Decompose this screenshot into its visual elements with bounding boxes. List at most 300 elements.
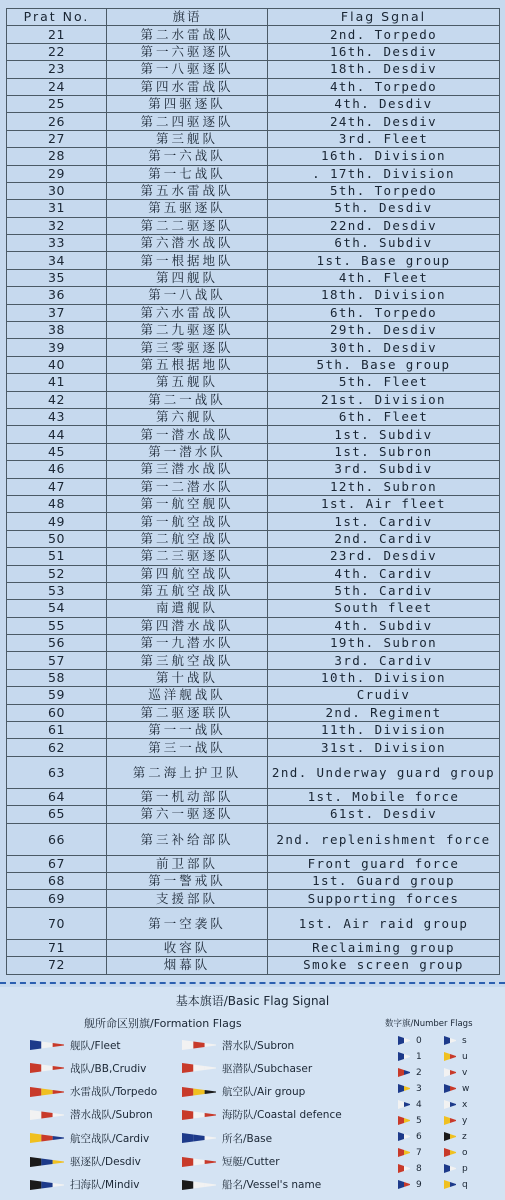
row-chinese-name: 第六水雷战队 — [107, 304, 268, 321]
table-row — [7, 872, 500, 889]
flag-stripe — [398, 1068, 404, 1077]
number-flag-item — [444, 1163, 468, 1174]
flag-stripe — [444, 1180, 450, 1189]
row-chinese-name: 第四驱逐队 — [107, 95, 268, 112]
row-number: 69 — [7, 890, 107, 907]
number-flag-icon — [444, 1036, 456, 1045]
number-flag-icon — [398, 1036, 410, 1045]
number-flag-label: 4 — [416, 1099, 422, 1110]
number-flag-icon — [398, 1164, 410, 1173]
flag-stripe — [450, 1134, 456, 1139]
row-chinese-name: 第二水雷战队 — [107, 26, 268, 43]
row-flag-signal: 24th. Desdiv — [268, 113, 500, 130]
basic-flag-signal-title: 基本旗语/Basic Flag Signal — [175, 994, 330, 1008]
table-row — [7, 43, 500, 60]
row-chinese-name: 第二驱逐联队 — [107, 704, 268, 721]
row-flag-signal: 19th. Subron — [268, 635, 500, 652]
table-row — [7, 113, 500, 130]
table-row — [7, 374, 500, 391]
table-row — [7, 200, 500, 217]
flag-stripe — [404, 1038, 410, 1043]
number-flag-label: 5 — [416, 1115, 422, 1126]
row-flag-signal: 5th. Torpedo — [268, 182, 500, 199]
row-flag-signal: 18th. Division — [268, 287, 500, 304]
number-flag-label: z — [462, 1131, 467, 1142]
table-row — [7, 165, 500, 182]
number-flag-item — [398, 1035, 422, 1046]
flag-stripe — [444, 1148, 450, 1157]
table-row — [7, 513, 500, 530]
row-chinese-name: 第一七战队 — [107, 165, 268, 182]
row-chinese-name: 第一九潜水队 — [107, 635, 268, 652]
flag-stripe — [205, 1066, 216, 1070]
flag-stripe — [182, 1157, 193, 1167]
flag-stripe — [444, 1164, 450, 1173]
flag-stripe — [444, 1116, 450, 1125]
pennant-flag-icon — [30, 1157, 64, 1167]
formation-flag-label: 航空战队/Cardiv — [70, 1132, 150, 1145]
flag-stripe — [444, 1052, 450, 1061]
flag-stripe — [53, 1043, 64, 1047]
number-flag-label: 2 — [416, 1067, 422, 1078]
row-chinese-name: 第六潜水战队 — [107, 235, 268, 252]
row-number: 48 — [7, 495, 107, 512]
number-flag-item — [398, 1099, 422, 1110]
number-flag-item — [398, 1131, 422, 1142]
row-chinese-name: 第一根据地队 — [107, 252, 268, 269]
row-flag-signal: 2nd. Cardiv — [268, 530, 500, 547]
flag-stripe — [450, 1118, 456, 1123]
row-flag-signal: 6th. Torpedo — [268, 304, 500, 321]
number-flag-icon — [398, 1100, 410, 1109]
row-flag-signal: Reclaiming group — [268, 939, 500, 956]
row-number: 36 — [7, 287, 107, 304]
number-flag-item — [444, 1035, 467, 1046]
row-number: 35 — [7, 269, 107, 286]
row-flag-signal: 2nd. Regiment — [268, 704, 500, 721]
formation-flag-item — [182, 1061, 312, 1075]
formation-flag-item — [30, 1061, 146, 1075]
number-flag-label: 3 — [416, 1083, 422, 1094]
pennant-flag-icon — [182, 1040, 216, 1050]
table-row — [7, 61, 500, 78]
row-chinese-name: 第十战队 — [107, 669, 268, 686]
row-chinese-name: 第四航空战队 — [107, 565, 268, 582]
flag-stripe — [398, 1148, 404, 1157]
formation-flag-item — [30, 1085, 157, 1099]
row-flag-signal: Smoke screen group — [268, 957, 500, 974]
row-chinese-name: 第一八战队 — [107, 287, 268, 304]
flag-stripe — [193, 1181, 204, 1188]
row-number: 30 — [7, 182, 107, 199]
number-flag-icon — [444, 1052, 456, 1061]
table-header-row — [7, 9, 500, 26]
formation-flag-item — [30, 1178, 139, 1192]
row-flag-signal: Crudiv — [268, 687, 500, 704]
flag-stripe — [450, 1054, 456, 1059]
number-flag-label: x — [462, 1099, 468, 1110]
formation-flag-label: 扫海队/Mindiv — [70, 1179, 140, 1192]
row-chinese-name: 第二三驱逐队 — [107, 548, 268, 565]
number-flag-item — [444, 1131, 467, 1142]
flag-stripe — [182, 1040, 193, 1050]
flag-stripe — [398, 1164, 404, 1173]
flag-stripe — [398, 1180, 404, 1189]
row-number: 33 — [7, 235, 107, 252]
pennant-flag-icon — [182, 1133, 216, 1143]
table-row — [7, 890, 500, 907]
row-flag-signal: 1st. Cardiv — [268, 513, 500, 530]
row-number: 66 — [7, 823, 107, 855]
number-flag-item — [444, 1147, 468, 1158]
number-flag-item — [398, 1147, 422, 1158]
flag-stripe — [53, 1183, 64, 1187]
row-flag-signal: 2nd. Underway guard group — [268, 756, 500, 788]
table-row — [7, 687, 500, 704]
pennant-flag-icon — [182, 1063, 216, 1073]
header-prat-no: Prat No. — [7, 9, 107, 26]
row-flag-signal: 4th. Subdiv — [268, 617, 500, 634]
table-row — [7, 478, 500, 495]
flag-stripe — [30, 1063, 41, 1073]
row-number: 53 — [7, 582, 107, 599]
flag-stripe — [450, 1182, 456, 1187]
formation-flag-item — [30, 1108, 153, 1122]
formation-flag-item — [182, 1085, 305, 1099]
number-flag-icon — [398, 1084, 410, 1093]
number-flag-icon — [444, 1148, 456, 1157]
number-flag-icon — [444, 1180, 456, 1189]
row-number: 58 — [7, 669, 107, 686]
row-number: 26 — [7, 113, 107, 130]
flag-stripe — [398, 1116, 404, 1125]
row-flag-signal: . 17th. Division — [268, 165, 500, 182]
number-flag-label: 8 — [416, 1163, 422, 1174]
number-flag-label: 6 — [416, 1131, 422, 1142]
number-flag-item — [398, 1051, 422, 1062]
table-row — [7, 304, 500, 321]
flag-stripe — [53, 1113, 64, 1117]
table-row — [7, 635, 500, 652]
table-row — [7, 806, 500, 823]
formation-flag-label: 驱潜队/Subchaser — [222, 1062, 313, 1075]
table-row — [7, 548, 500, 565]
row-chinese-name: 第一空袭队 — [107, 907, 268, 939]
row-number: 24 — [7, 78, 107, 95]
row-chinese-name: 第一二潜水队 — [107, 478, 268, 495]
row-number: 25 — [7, 95, 107, 112]
pennant-flag-icon — [182, 1087, 216, 1097]
row-flag-signal: 3rd. Cardiv — [268, 652, 500, 669]
row-number: 63 — [7, 756, 107, 788]
table-row — [7, 217, 500, 234]
row-flag-signal: 12th. Subron — [268, 478, 500, 495]
row-chinese-name: 第一一战队 — [107, 722, 268, 739]
row-chinese-name: 收容队 — [107, 939, 268, 956]
flag-stripe — [444, 1068, 450, 1077]
formation-flag-item — [30, 1038, 121, 1052]
formation-flag-label: 战队/BB,Crudiv — [70, 1062, 147, 1075]
flag-stripe — [450, 1038, 456, 1043]
row-chinese-name: 第一警戒队 — [107, 872, 268, 889]
flag-stripe — [30, 1157, 41, 1167]
flag-stripe — [404, 1182, 410, 1187]
row-number: 52 — [7, 565, 107, 582]
flag-stripe — [30, 1040, 41, 1050]
table-row — [7, 461, 500, 478]
table-row — [7, 756, 500, 788]
row-chinese-name: 第三补给部队 — [107, 823, 268, 855]
table-row — [7, 148, 500, 165]
table-row — [7, 339, 500, 356]
row-flag-signal: 5th. Base group — [268, 356, 500, 373]
row-flag-signal: 23rd. Desdiv — [268, 548, 500, 565]
number-flag-icon — [444, 1084, 456, 1093]
flag-stripe — [30, 1180, 41, 1190]
formation-flag-label: 海防队/Coastal defence — [222, 1109, 342, 1122]
number-flag-item — [444, 1115, 467, 1126]
flag-stripe — [398, 1132, 404, 1141]
number-flag-label: 1 — [416, 1051, 422, 1062]
row-chinese-name: 巡洋舰战队 — [107, 687, 268, 704]
flag-stripe — [182, 1133, 193, 1143]
flag-stripe — [30, 1087, 41, 1097]
header-flag-language: 旗语 — [107, 9, 268, 26]
formation-flag-label: 潜水战队/Subron — [70, 1109, 153, 1122]
flag-stripe — [398, 1100, 404, 1109]
row-chinese-name: 第三航空战队 — [107, 652, 268, 669]
formation-flag-label: 航空队/Air group — [222, 1086, 306, 1099]
table-row — [7, 617, 500, 634]
row-number: 71 — [7, 939, 107, 956]
flag-stripe — [193, 1158, 204, 1165]
number-flag-item — [444, 1179, 468, 1190]
row-number: 57 — [7, 652, 107, 669]
row-flag-signal: 5th. Fleet — [268, 374, 500, 391]
row-number: 51 — [7, 548, 107, 565]
row-chinese-name: 第四潜水战队 — [107, 617, 268, 634]
pennant-flag-icon — [182, 1157, 216, 1167]
flag-stripe — [205, 1090, 216, 1094]
flag-stripe — [450, 1166, 456, 1171]
table-row — [7, 704, 500, 721]
row-chinese-name: 第三舰队 — [107, 130, 268, 147]
flag-stripe — [444, 1100, 450, 1109]
formation-flag-label: 所名/Base — [222, 1132, 273, 1145]
section-divider — [0, 982, 505, 984]
number-flag-icon — [398, 1148, 410, 1157]
flag-stripe — [205, 1136, 216, 1140]
row-chinese-name: 第一机动部队 — [107, 788, 268, 805]
pennant-flag-icon — [30, 1110, 64, 1120]
row-flag-signal: 1st. Base group — [268, 252, 500, 269]
row-chinese-name: 烟幕队 — [107, 957, 268, 974]
row-number: 46 — [7, 461, 107, 478]
row-flag-signal: 1st. Subdiv — [268, 426, 500, 443]
table-row — [7, 235, 500, 252]
pennant-flag-icon — [30, 1087, 64, 1097]
number-flag-label: y — [462, 1115, 468, 1126]
table-row — [7, 443, 500, 460]
row-flag-signal: 4th. Desdiv — [268, 95, 500, 112]
row-chinese-name: 第一潜水战队 — [107, 426, 268, 443]
table-row — [7, 855, 500, 872]
flag-stripe — [41, 1181, 52, 1188]
flag-stripe — [193, 1042, 204, 1049]
number-flag-label: 7 — [416, 1147, 422, 1158]
number-flag-item — [398, 1115, 422, 1126]
flag-stripe — [182, 1087, 193, 1097]
row-chinese-name: 第五驱逐队 — [107, 200, 268, 217]
row-flag-signal: Front guard force — [268, 855, 500, 872]
flag-stripe — [193, 1065, 204, 1072]
formation-flag-item — [30, 1131, 149, 1145]
number-flag-label: q — [462, 1179, 468, 1190]
row-chinese-name: 第六一驱逐队 — [107, 806, 268, 823]
flag-stripe — [41, 1158, 52, 1165]
flag-stripe — [404, 1054, 410, 1059]
row-flag-signal: 11th. Division — [268, 722, 500, 739]
table-row — [7, 722, 500, 739]
flag-stripe — [205, 1160, 216, 1164]
flag-stripe — [205, 1183, 216, 1187]
row-number: 28 — [7, 148, 107, 165]
number-flag-item — [444, 1051, 468, 1062]
row-number: 56 — [7, 635, 107, 652]
row-flag-signal: 6th. Subdiv — [268, 235, 500, 252]
row-number: 22 — [7, 43, 107, 60]
row-number: 40 — [7, 356, 107, 373]
basic-flag-signal-section — [0, 987, 505, 1200]
header-flag-signal: Flag Sgnal — [268, 9, 500, 26]
table-row — [7, 287, 500, 304]
row-number: 59 — [7, 687, 107, 704]
row-chinese-name: 第二一战队 — [107, 391, 268, 408]
row-flag-signal: 2nd. replenishment force — [268, 823, 500, 855]
row-flag-signal: 1st. Air fleet — [268, 495, 500, 512]
flag-stripe — [182, 1063, 193, 1073]
row-number: 29 — [7, 165, 107, 182]
table-row — [7, 939, 500, 956]
flag-stripe — [53, 1090, 64, 1094]
row-number: 47 — [7, 478, 107, 495]
number-flag-label: w — [462, 1083, 470, 1094]
pennant-flag-icon — [182, 1180, 216, 1190]
row-number: 38 — [7, 322, 107, 339]
row-flag-signal: 4th. Torpedo — [268, 78, 500, 95]
row-chinese-name: 第一八驱逐队 — [107, 61, 268, 78]
flag-stripe — [41, 1088, 52, 1095]
flag-stripe — [404, 1070, 410, 1075]
row-chinese-name: 南遣舰队 — [107, 600, 268, 617]
flag-stripe — [450, 1070, 456, 1075]
row-flag-signal: South fleet — [268, 600, 500, 617]
row-chinese-name: 第六舰队 — [107, 408, 268, 425]
row-flag-signal: 22nd. Desdiv — [268, 217, 500, 234]
formation-flag-item — [182, 1178, 321, 1192]
row-number: 39 — [7, 339, 107, 356]
table-row — [7, 669, 500, 686]
number-flag-label: u — [462, 1051, 468, 1062]
table-row — [7, 252, 500, 269]
pennant-flag-icon — [30, 1063, 64, 1073]
formation-flags-title: 舰所命区别旗/Formation Flags — [84, 1017, 242, 1030]
table-row — [7, 391, 500, 408]
flag-stripe — [404, 1166, 410, 1171]
row-chinese-name: 第五根据地队 — [107, 356, 268, 373]
number-flag-label: 0 — [416, 1035, 422, 1046]
table-row — [7, 130, 500, 147]
row-number: 21 — [7, 26, 107, 43]
flag-stripe — [398, 1052, 404, 1061]
flag-stripe — [41, 1111, 52, 1118]
row-flag-signal: 6th. Fleet — [268, 408, 500, 425]
row-number: 72 — [7, 957, 107, 974]
row-flag-signal: 10th. Division — [268, 669, 500, 686]
flag-stripe — [450, 1150, 456, 1155]
table-row — [7, 652, 500, 669]
formation-flag-item — [182, 1131, 272, 1145]
row-chinese-name: 前卫部队 — [107, 855, 268, 872]
row-number: 32 — [7, 217, 107, 234]
flag-stripe — [53, 1160, 64, 1164]
row-number: 54 — [7, 600, 107, 617]
formation-flag-label: 舰队/Fleet — [70, 1039, 121, 1052]
flag-stripe — [30, 1110, 41, 1120]
table-row — [7, 356, 500, 373]
row-chinese-name: 第四舰队 — [107, 269, 268, 286]
table-row — [7, 582, 500, 599]
table-row — [7, 495, 500, 512]
row-flag-signal: 18th. Desdiv — [268, 61, 500, 78]
row-chinese-name: 第四水雷战队 — [107, 78, 268, 95]
flag-stripe — [205, 1113, 216, 1117]
row-number: 55 — [7, 617, 107, 634]
flag-stripe — [398, 1084, 404, 1093]
number-flag-icon — [444, 1164, 456, 1173]
row-chinese-name: 第三零驱逐队 — [107, 339, 268, 356]
row-chinese-name: 第五舰队 — [107, 374, 268, 391]
table-row — [7, 907, 500, 939]
row-chinese-name: 第一六驱逐队 — [107, 43, 268, 60]
table-row — [7, 78, 500, 95]
flag-stripe — [398, 1036, 404, 1045]
table-row — [7, 600, 500, 617]
row-number: 42 — [7, 391, 107, 408]
row-number: 68 — [7, 872, 107, 889]
flag-stripe — [53, 1136, 64, 1140]
number-flag-item — [444, 1099, 467, 1110]
number-flag-icon — [398, 1116, 410, 1125]
formation-flag-label: 驱逐队/Desdiv — [70, 1156, 141, 1168]
row-flag-signal: 5th. Cardiv — [268, 582, 500, 599]
row-flag-signal: 30th. Desdiv — [268, 339, 500, 356]
flag-stripe — [444, 1132, 450, 1141]
flag-stripe — [182, 1110, 193, 1120]
row-number: 44 — [7, 426, 107, 443]
table-row — [7, 426, 500, 443]
number-flag-icon — [444, 1132, 456, 1141]
row-chinese-name: 支援部队 — [107, 890, 268, 907]
number-flag-item — [398, 1083, 422, 1094]
flag-stripe — [450, 1086, 456, 1091]
row-flag-signal: 2nd. Torpedo — [268, 26, 500, 43]
pennant-flag-icon — [30, 1133, 64, 1143]
flag-stripe — [193, 1111, 204, 1118]
row-number: 41 — [7, 374, 107, 391]
flag-stripe — [30, 1133, 41, 1143]
row-flag-signal: 3rd. Fleet — [268, 130, 500, 147]
